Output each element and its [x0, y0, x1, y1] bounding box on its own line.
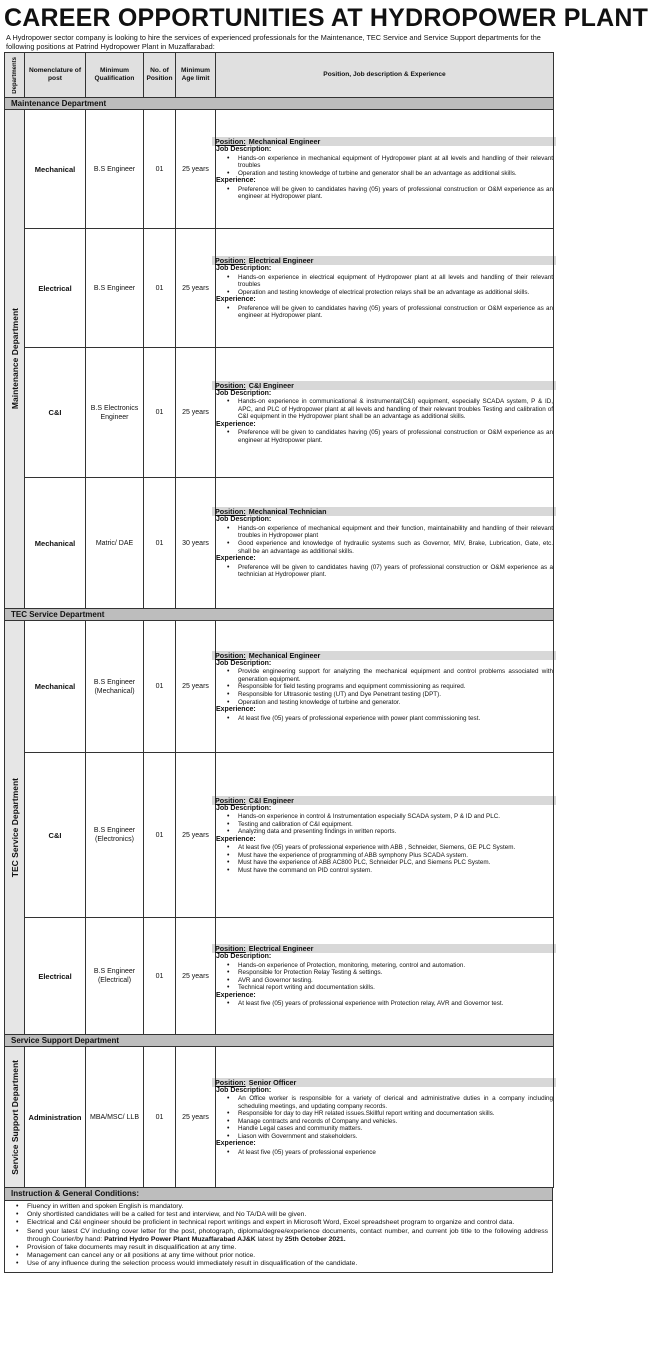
- header-departments: Departments: [5, 53, 25, 98]
- instructions-box: [4, 1188, 553, 1273]
- position-label: Position:: [215, 256, 246, 266]
- job-description-label: Job Description:: [216, 389, 272, 397]
- experience-item: • At least five (05) years of professional experience with Protection relay, AVR and Governor test.: [238, 1000, 553, 1008]
- job-item: • AVR and Governor testing.: [238, 977, 553, 985]
- positions-table: [4, 52, 554, 1188]
- job-description-cell: [216, 918, 554, 1035]
- position-title-bar: [212, 137, 556, 146]
- post-name: Mechanical: [25, 478, 86, 609]
- position-count: 01: [144, 110, 176, 229]
- qualification: B.S Engineer: [86, 229, 144, 348]
- experience-list: [216, 429, 553, 444]
- department-label: TEC Service Department: [9, 777, 20, 878]
- position-title: C&I Engineer: [248, 380, 294, 390]
- section-header-row: [5, 609, 554, 621]
- job-item: • Responsible for Protection Relay Testing & settings.: [238, 969, 553, 977]
- position-label: Position:: [215, 380, 246, 390]
- table-row: [5, 478, 554, 609]
- job-description-list: [216, 962, 553, 992]
- cv-latest-by: latest by: [257, 1235, 283, 1243]
- position-count: 01: [144, 229, 176, 348]
- job-description-label: Job Description:: [216, 146, 272, 154]
- position-title-bar: [212, 1078, 556, 1087]
- cv-text: Send your latest CV including cover letter for the post, photograph, diploma/degree/experience documents, contact number, and current job title to the following address through Courier/by hand:: [27, 1227, 548, 1243]
- position-title: Senior Officer: [248, 1077, 297, 1087]
- department-cell: [5, 1047, 25, 1188]
- job-description-label: Job Description:: [216, 659, 272, 667]
- age-limit: 25 years: [176, 918, 216, 1035]
- qualification: B.S Engineer (Electrical): [86, 918, 144, 1035]
- position-label: Position:: [215, 795, 246, 805]
- experience-item: • At least five (05) years of professional experience with power plant commissioning test.: [238, 715, 553, 723]
- job-description-cell: [216, 621, 554, 753]
- job-description-label: Job Description:: [216, 265, 272, 273]
- position-count: 01: [144, 621, 176, 753]
- job-description-list: [216, 525, 553, 555]
- intro-text: A Hydropower sector company is looking to hire the services of experienced professionals for the Maintenance, TEC Service and Service Support departments for the following positions at Patrind Hydropower Plant in Muzaffarabad:: [6, 33, 541, 51]
- position-title: Mechanical Technician: [248, 507, 327, 517]
- table-row: [5, 110, 554, 229]
- job-item: • Technical report writing and documentation skills.: [238, 984, 553, 992]
- experience-list: [216, 844, 553, 874]
- job-item: • An Office worker is responsible for a variety of clerical and administrative duties in a company including scheduling meetings, and updating company records.: [238, 1095, 553, 1110]
- experience-item: • Preference will be given to candidates having (05) years of professional construction or O&M experience as an engineer at Hydropower plant.: [238, 186, 553, 201]
- position-title: Electrical Engineer: [248, 944, 314, 954]
- experience-item: • At least five (05) years of professional experience with ABB , Schneider, Siemens, GE PLC System.: [238, 844, 553, 852]
- position-count: 01: [144, 753, 176, 918]
- instruction-item: • Management can cancel any or all positions at any time without prior notice.: [27, 1252, 548, 1260]
- experience-list: [216, 564, 553, 579]
- table-header-row: [5, 53, 554, 98]
- job-item: • Hands-on experience in communicational & instrumental(C&I) equipment, especially SCADA system, P & ID, APC, and PLC of Hydropower plant at all levels and handling of their relevant troubles Testing and calibration of C&I equipment in the Hydropower plant shall be an advantage as additional skills.: [238, 398, 553, 421]
- qualification: MBA/MSC/ LLB: [86, 1047, 144, 1188]
- job-item: • Testing and calibration of C&I equipment.: [238, 821, 553, 829]
- experience-item: • Preference will be given to candidates having (07) years of professional construction or O&M experience as a technician at Hydropower plant.: [238, 564, 553, 579]
- instructions-heading: Instruction & General Conditions:: [5, 1188, 552, 1201]
- experience-list: [216, 715, 553, 723]
- job-item: • Analyzing data and presenting findings in written reports.: [238, 828, 553, 836]
- job-item: • Hands-on experience in control & Instrumentation especially SCADA system, P & ID and PLC.: [238, 813, 553, 821]
- cv-address: Patrind Hydro Power Plant Muzaffarabad AJ&K: [104, 1235, 256, 1243]
- section-header-row: [5, 1035, 554, 1047]
- experience-label: Experience:: [216, 1140, 256, 1148]
- job-item: • Operation and testing knowledge of turbine and generator shall be an advantage as additional skills.: [238, 170, 553, 178]
- experience-label: Experience:: [216, 706, 256, 714]
- job-description-list: [216, 274, 553, 297]
- post-name: C&I: [25, 348, 86, 478]
- job-description-cell: [216, 348, 554, 478]
- job-item: • Handle Legal cases and community matters.: [238, 1125, 553, 1133]
- job-description-list: [216, 155, 553, 178]
- qualification: B.S Engineer (Mechanical): [86, 621, 144, 753]
- experience-label: Experience:: [216, 177, 256, 185]
- experience-item: • Must have the experience of programming of ABB symphony Plus SCADA system.: [238, 852, 553, 860]
- position-label: Position:: [215, 1077, 246, 1087]
- department-label: Service Support Department: [9, 1059, 20, 1175]
- instructions-list: [5, 1203, 552, 1269]
- header-age: Minimum Age limit: [176, 53, 216, 98]
- job-description-list: [216, 1095, 553, 1141]
- job-item: • Hands-on experience of Protection, monitoring, metering, control and automation.: [238, 962, 553, 970]
- position-title-bar: [212, 796, 556, 805]
- position-label: Position:: [215, 507, 246, 517]
- department-label: Maintenance Department: [9, 308, 20, 410]
- position-label: Position:: [215, 137, 246, 147]
- position-title-bar: [212, 507, 556, 516]
- job-description-list: [216, 668, 553, 706]
- age-limit: 30 years: [176, 478, 216, 609]
- position-title: Electrical Engineer: [248, 256, 314, 266]
- advertisement-page: [0, 4, 648, 1363]
- position-title-bar: [212, 651, 556, 660]
- post-name: Mechanical: [25, 110, 86, 229]
- post-name: Electrical: [25, 918, 86, 1035]
- instruction-item: • Fluency in written and spoken English is mandatory.: [27, 1203, 548, 1211]
- position-title: Mechanical Engineer: [248, 650, 321, 660]
- qualification: B.S Engineer (Electronics): [86, 753, 144, 918]
- position-count: 01: [144, 478, 176, 609]
- job-item: • Operation and testing knowledge of electrical protection relays shall be an advantage as additional skills.: [238, 289, 553, 297]
- table-row: [5, 229, 554, 348]
- section-header: Service Support Department: [5, 1035, 554, 1047]
- position-title: C&I Engineer: [248, 795, 294, 805]
- job-item: • Liason with Government and stakeholders.: [238, 1133, 553, 1141]
- position-count: 01: [144, 1047, 176, 1188]
- qualification: B.S Electronics Engineer: [86, 348, 144, 478]
- position-title-bar: [212, 944, 556, 953]
- post-name: C&I: [25, 753, 86, 918]
- job-item: • Hands-on experience in mechanical equipment of Hydropower plant at all levels and handling of their relevant troubles: [238, 155, 553, 170]
- experience-list: [216, 1000, 553, 1008]
- page-title: CAREER OPPORTUNITIES AT HYDROPOWER PLANT: [4, 4, 648, 32]
- position-title-bar: [212, 381, 556, 390]
- age-limit: 25 years: [176, 229, 216, 348]
- job-item: • Responsible for Ultrasonic testing (UT) and Dye Penetrant testing (DPT).: [238, 691, 553, 699]
- table-row: [5, 1047, 554, 1188]
- job-description-list: [216, 813, 553, 836]
- section-header: Maintenance Department: [5, 98, 554, 110]
- department-cell: [5, 621, 25, 1035]
- age-limit: 25 years: [176, 348, 216, 478]
- age-limit: 25 years: [176, 753, 216, 918]
- position-label: Position:: [215, 650, 246, 660]
- job-description-label: Job Description:: [216, 804, 272, 812]
- qualification: B.S Engineer: [86, 110, 144, 229]
- post-name: Administration: [25, 1047, 86, 1188]
- instruction-item: • Electrical and C&I engineer should be proficient in technical report writings and expert in Microsoft Word, Excel spreadsheet program to organize and control data.: [27, 1219, 548, 1227]
- job-description-cell: [216, 110, 554, 229]
- position-count: 01: [144, 348, 176, 478]
- cv-deadline: 25th October 2021.: [284, 1235, 346, 1243]
- experience-item: • Preference will be given to candidates having (05) years of professional construction or O&M experience as an engineer at Hydropower plant.: [238, 305, 553, 320]
- post-name: Mechanical: [25, 621, 86, 753]
- experience-label: Experience:: [216, 991, 256, 999]
- experience-item: • Preference will be given to candidates having (05) years of professional construction or O&M experience as an engineer at Hydropower plant.: [238, 429, 553, 444]
- table-row: [5, 918, 554, 1035]
- job-description-cell: [216, 478, 554, 609]
- department-cell: [5, 110, 25, 609]
- age-limit: 25 years: [176, 110, 216, 229]
- qualification: Matric/ DAE: [86, 478, 144, 609]
- job-item: • Good experience and knowledge of hydraulic systems such as Governor, MIV, Brake, Lubrication, Gate, etc. shall be an advantage as additional skills.: [238, 540, 553, 555]
- header-positions: No. of Position: [144, 53, 176, 98]
- job-description-cell: [216, 1047, 554, 1188]
- table-row: [5, 621, 554, 753]
- header-description: Position, Job description & Experience: [216, 53, 554, 98]
- job-description-label: Job Description:: [216, 1086, 272, 1094]
- experience-list: [216, 305, 553, 320]
- job-description-cell: [216, 229, 554, 348]
- job-item: • Provide engineering support for analyzing the mechanical equipment and control problems associated with generation equipment.: [238, 668, 553, 683]
- header-qualification: Minimum Qualification: [86, 53, 144, 98]
- section-header-row: [5, 98, 554, 110]
- job-item: • Hands-on experience in electrical equipment of Hydropower plant at all levels and handling of their relevant troubles: [238, 274, 553, 289]
- experience-label: Experience:: [216, 835, 256, 843]
- job-description-label: Job Description:: [216, 516, 272, 524]
- instruction-item: • Use of any influence during the selection process would immediately result in disqualification of the candidate.: [27, 1260, 548, 1268]
- experience-label: Experience:: [216, 555, 256, 563]
- experience-item: • Must have the command on PID control system.: [238, 867, 553, 875]
- experience-list: [216, 186, 553, 201]
- position-title-bar: [212, 256, 556, 265]
- age-limit: 25 years: [176, 621, 216, 753]
- table-row: [5, 348, 554, 478]
- job-item: • Hands-on experience of mechanical equipment and their function, maintainability and handling of their relevant troubles in Hydropower plant: [238, 525, 553, 540]
- job-description-label: Job Description:: [216, 953, 272, 961]
- job-item: • Responsible for day to day HR related issues.Skillful report writing and documentation skills.: [238, 1110, 553, 1118]
- job-description-cell: [216, 753, 554, 918]
- experience-label: Experience:: [216, 296, 256, 304]
- instruction-item: • Provision of fake documents may result in disqualification at any time.: [27, 1244, 548, 1252]
- position-label: Position:: [215, 944, 246, 954]
- experience-label: Experience:: [216, 420, 256, 428]
- age-limit: 25 years: [176, 1047, 216, 1188]
- post-name: Electrical: [25, 229, 86, 348]
- job-item: • Responsible for field testing programs and equipment commissioning as required.: [238, 683, 553, 691]
- header-nomenclature: Nomenclature of post: [25, 53, 86, 98]
- instruction-item-cv: [27, 1228, 548, 1244]
- position-count: 01: [144, 918, 176, 1035]
- job-item: • Operation and testing knowledge of turbine and generator.: [238, 699, 553, 707]
- table-body: [5, 98, 554, 1188]
- instruction-item: • Only shortlisted candidates will be a called for test and interview, and No TA/DA will be given.: [27, 1211, 548, 1219]
- experience-list: [216, 1149, 553, 1157]
- section-header: TEC Service Department: [5, 609, 554, 621]
- job-item: • Manage contracts and records of Company and vehicles.: [238, 1118, 553, 1126]
- position-title: Mechanical Engineer: [248, 137, 321, 147]
- experience-item: • Must have the experience of ABB AC800 PLC, Schneider PLC, and Siemens PLC System.: [238, 859, 553, 867]
- table-row: [5, 753, 554, 918]
- experience-item: • At least five (05) years of professional experience: [238, 1149, 553, 1157]
- job-description-list: [216, 398, 553, 421]
